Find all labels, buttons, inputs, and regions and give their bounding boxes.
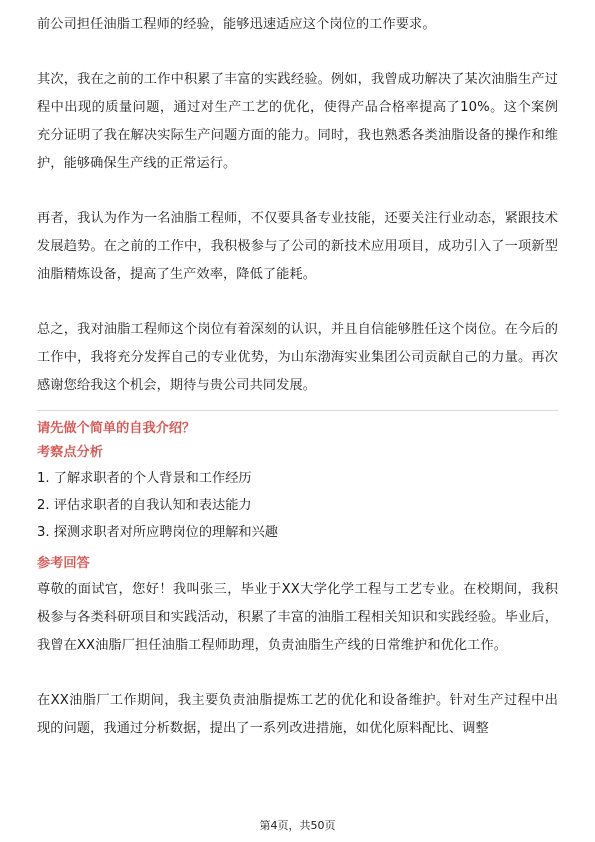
paragraph-experience: 其次，我在之前的工作中积累了丰富的实践经验。例如，我曾成功解决了某次油脂生产过程中出现的质量问题，通过对生产工艺的优化，使得产品合格率提高了10%。这个案例充分证明了我在解决实际生产问题方面的能力。同时，我也熟悉各类油脂设备的操作和维护，能够确保生产线的正常运行。 [37, 72, 558, 171]
paragraph-conclusion: 总之，我对油脂工程师这个岗位有着深刻的认识，并且自信能够胜任这个岗位。在今后的工作中，我将充分发挥自己的专业优势，为山东渤海实业集团公司贡献自己的力量。再次感谢您给我这个机会，期待与贵公司共同发展。 [37, 322, 558, 393]
paragraph-gap [37, 178, 558, 205]
analysis-heading: 考察点分析 [37, 445, 103, 460]
answer-paragraph-intro: 尊敬的面试官，您好！我叫张三，毕业于XX大学化学工程与工艺专业。在校期间，我积极参与各类科研项目和实践活动，积累了丰富的油脂工程相关知识和实践经验。毕业后，我曾在XX油脂厂担任油脂工程师助理，负责油脂生产线的日常维护和优化工作。 [37, 582, 558, 653]
answer-paragraph-work: 在XX油脂厂工作期间，我主要负责油脂提炼工艺的优化和设备维护。针对生产过程中出现的问题，我通过分析数据，提出了一系列改进措施，如优化原料配比、调整 [37, 693, 558, 736]
analysis-list [37, 465, 558, 546]
list-item: 3. 探测求职者对所应聘岗位的理解和兴趣 [37, 525, 278, 540]
list-item: 1. 了解求职者的个人背景和工作经历 [37, 471, 252, 486]
list-item: 2. 评估求职者的自我认知和表达能力 [37, 498, 252, 513]
page-number: 第4页，共50页 [259, 819, 336, 832]
paragraph-gap [37, 39, 558, 66]
section-divider [37, 410, 558, 411]
paragraph-gap [37, 660, 558, 687]
interview-question: 请先做个简单的自我介绍？ [37, 421, 196, 436]
paragraph-gap [37, 289, 558, 316]
answer-heading: 参考回答 [37, 556, 90, 571]
page-content [37, 11, 558, 743]
paragraph-industry: 再者，我认为作为一名油脂工程师，不仅要具备专业技能，还要关注行业动态，紧跟技术发展趋势。在之前的工作中，我积极参与了公司的新技术应用项目，成功引入了一项新型油脂精炼设备，提高了生产效率，降低了能耗。 [37, 211, 558, 282]
paragraph-continuation: 前公司担任油脂工程师的经验，能够迅速适应这个岗位的工作要求。 [37, 17, 436, 32]
